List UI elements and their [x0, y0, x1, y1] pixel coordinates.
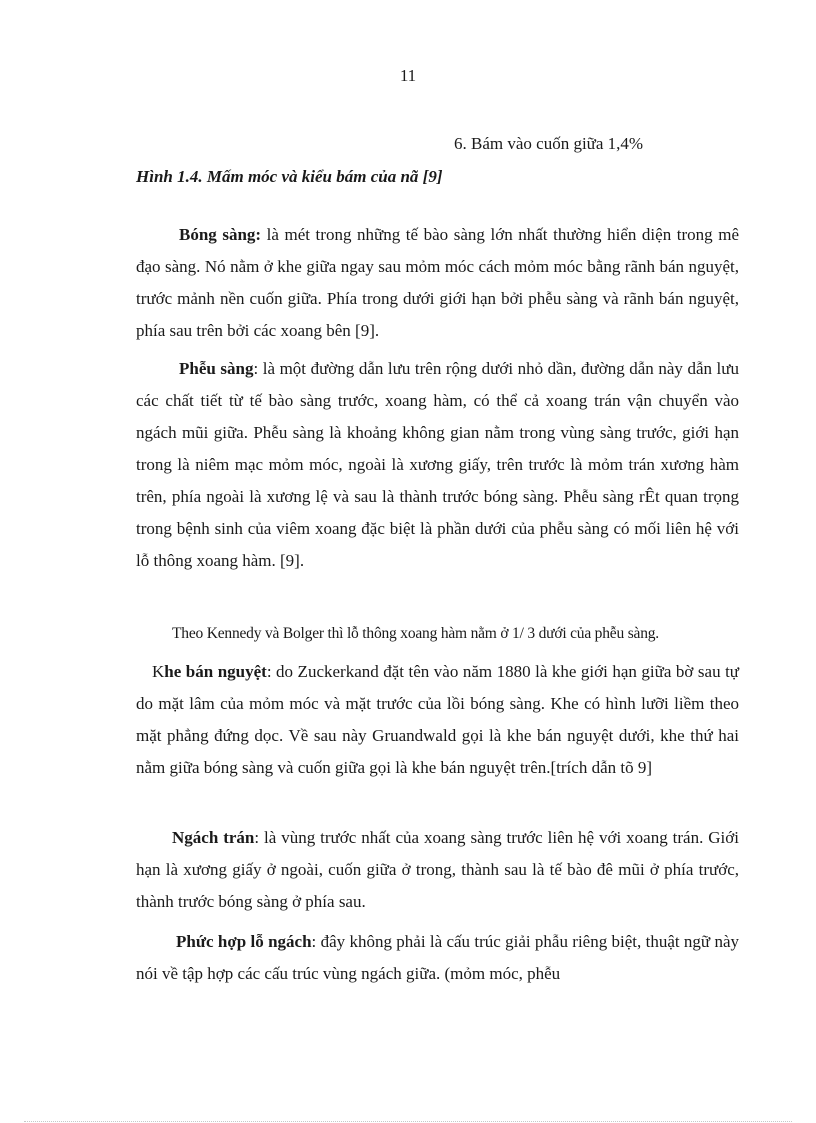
paragraph-phuc-hop: [136, 926, 739, 990]
paragraph-text: : là một đường dẫn lưu trên rộng dưới nhỏ dần, đường dẫn này dẫn lưu các chất tiết từ tế bào sàng trước, xoang hàm, có thể cả xoang trán vận chuyển vào ngách mũi giữa. Phễu sàng là khoảng không gian nằm trong vùng sàng trước, giới hạn trong là niêm mạc mỏm móc, ngoài là xương giấy, trên trước là mỏm trán xương hàm trên, phía ngoài là xương lệ và sau là thành trước bóng sàng. Phễu sàng rÊt quan trọng trong bệnh sinh của viêm xoang đặc biệt là phần dưới của phễu sàng có mối liên hệ với lỗ thông xoang hàm. [9].: [136, 359, 739, 570]
footer-divider: [24, 1121, 792, 1122]
list-item: 6. Bám vào cuốn giữa 1,4%: [454, 134, 644, 153]
paragraph-kennedy: Theo Kennedy và Bolger thì lỗ thông xoang hàm nằm ở 1/ 3 dưới của phễu sàng.: [172, 625, 659, 642]
paragraph-text: : do Zuckerkand đặt tên vào năm 1880 là khe giới hạn giữa bờ sau tự do mặt lâm của mỏm móc và mặt trước của lồi bóng sàng. Khe có hình lưỡi liềm theo mặt phẳng đứng dọc. Về sau này Gruandwald gọi là khe bán nguyệt dưới, khe thứ hai nằm giữa bóng sàng và cuốn giữa gọi là khe bán nguyệt trên.[trích dẫn tõ 9]: [136, 662, 740, 777]
paragraph-khe-ban-nguyet: [136, 656, 739, 784]
page-number: 11: [399, 66, 417, 85]
paragraph-text: : là vùng trước nhất của xoang sàng trước liên hệ với xoang trán. Giới hạn là xương giấy ở ngoài, cuốn giữa ở trong, thành sau là tế bào đê mũi ở phía trước, thành trước bóng sàng ở phía sau.: [136, 828, 739, 911]
paragraph-bong-sang: [136, 219, 739, 347]
paragraph-ngach-tran: [136, 822, 739, 918]
paragraph-text: : đây không phải là cấu trúc giải phẫu riêng biệt, thuật ngữ này nói về tập hợp các cấu trúc vùng ngách giữa. (mỏm móc, phễu: [136, 932, 739, 983]
term: he bán nguyệt: [164, 662, 267, 681]
paragraph-pheu-sang: [136, 353, 739, 577]
term: Phễu sàng: [179, 359, 254, 378]
paragraph-text: là mét trong những tế bào sàng lớn nhất thường hiển diện trong mê đạo sàng. Nó nằm ở khe giữa ngay sau mỏm móc cách mỏm móc bằng rãnh bán nguyệt, trước mảnh nền cuốn giữa. Phía trong dưới giới hạn bởi phễu sàng và rãnh bán nguyệt, phía sau trên bởi các xoang bên [9].: [136, 225, 739, 340]
term: Phức hợp lỗ ngách: [176, 932, 312, 951]
term: Ngách trán: [172, 828, 255, 847]
term-prefix: K: [152, 662, 165, 681]
term: Bóng sàng:: [179, 225, 262, 244]
figure-caption: Hình 1.4. Mấm móc và kiểu bám của nã [9]: [136, 167, 443, 186]
